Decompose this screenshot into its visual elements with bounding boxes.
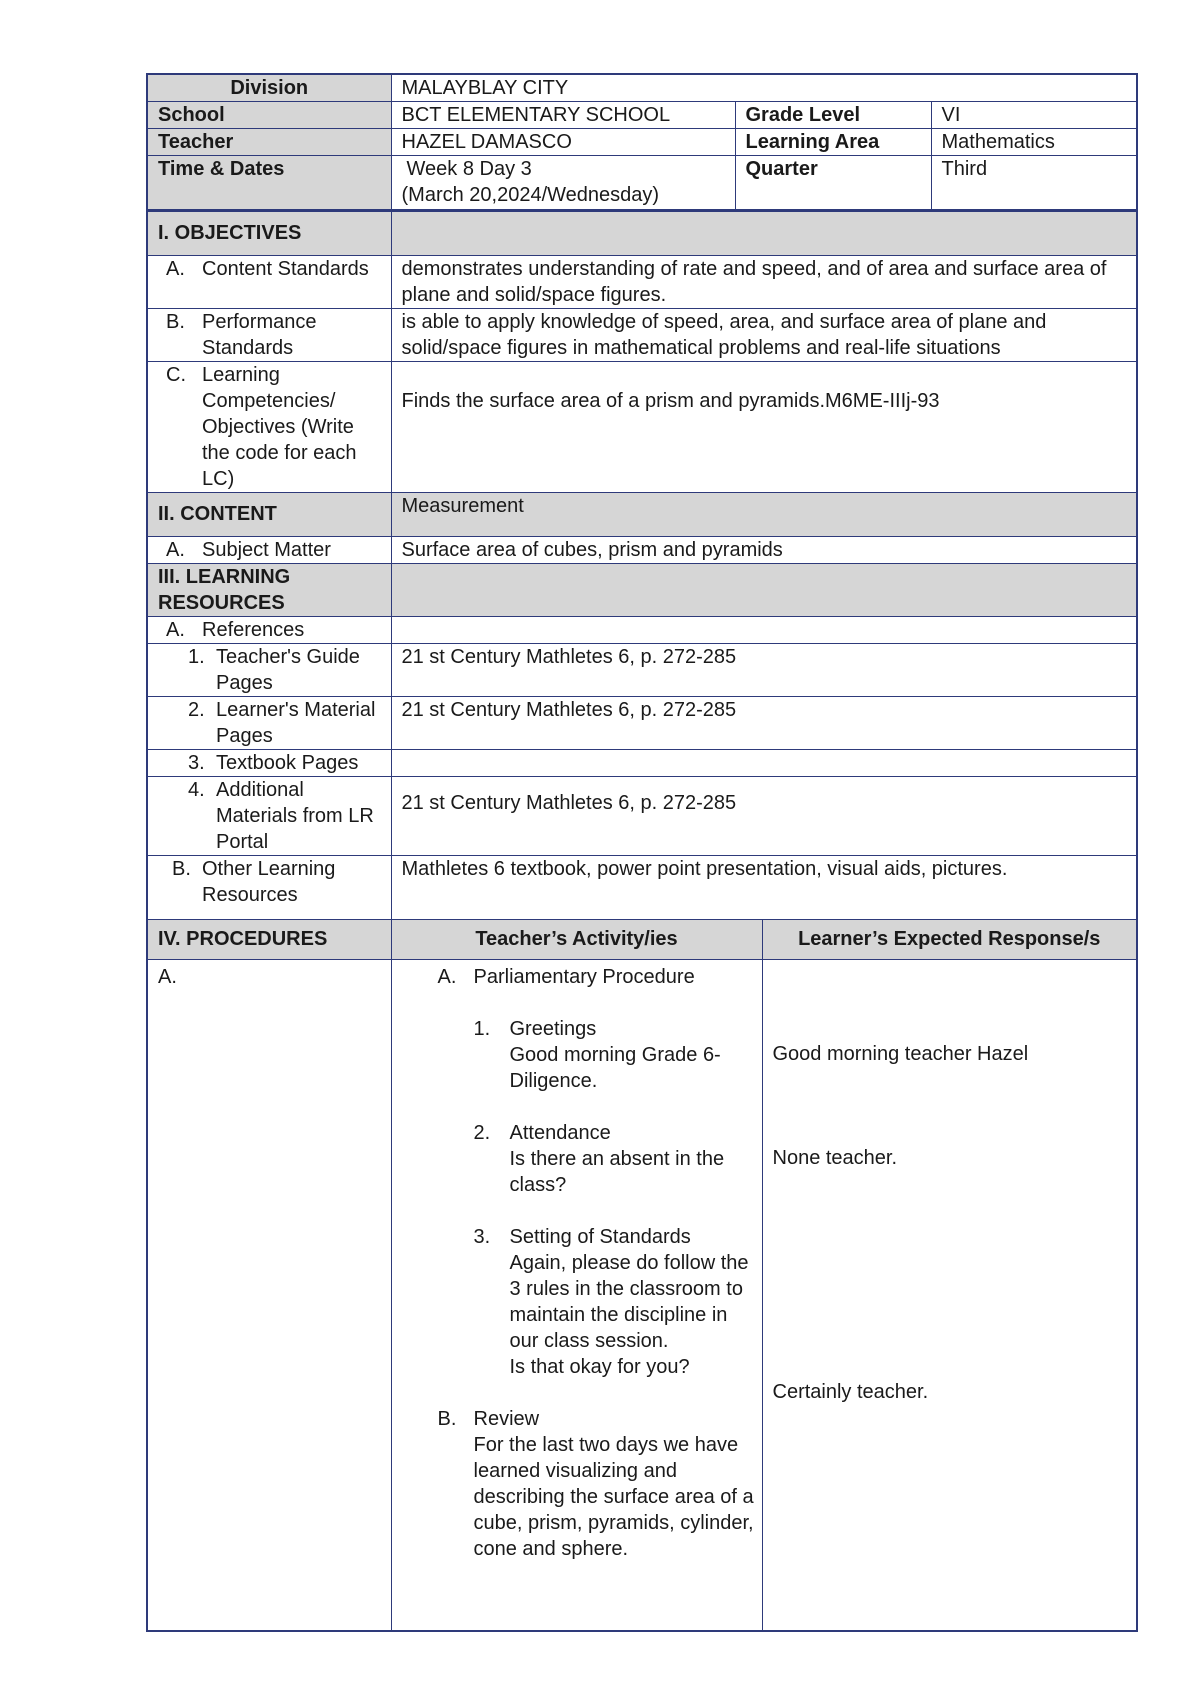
teachers-guide-value: 21 st Century Mathletes 6, p. 272-285	[391, 643, 1137, 696]
subject-matter-value: Surface area of cubes, prism and pyramids	[391, 536, 1137, 563]
additional-materials-value	[391, 776, 1137, 855]
time-dates-value	[391, 156, 735, 210]
grade-level-value: VI	[931, 102, 1137, 129]
learning-competencies-text: Finds the surface area of a prism and pyramids.M6ME-IIIj-93	[401, 389, 940, 412]
subject-matter-label-cell	[147, 536, 391, 563]
teachers-guide-marker: 1.	[188, 645, 205, 668]
textbook-pages-label-cell	[147, 749, 391, 776]
review-text: For the last two days we have learned visualizing and describing the surface area of a cube, prism, pyramids, cylinder, cone and sphere.	[473, 1433, 754, 1560]
school-value: BCT ELEMENTARY SCHOOL	[391, 102, 735, 129]
references-label-cell	[147, 616, 391, 643]
resources-heading	[147, 563, 391, 616]
greetings-text: Good morning Grade 6- Diligence.	[509, 1043, 721, 1092]
learners-material-value: 21 st Century Mathletes 6, p. 272-285	[391, 696, 1137, 749]
quarter-label: Quarter	[735, 156, 931, 210]
content-value: Measurement	[391, 492, 1137, 536]
references-label: References	[202, 618, 305, 641]
content-title: II. CONTENT	[158, 503, 277, 525]
subject-matter-label: Subject Matter	[202, 538, 331, 561]
standards-question: Is that okay for you?	[509, 1355, 690, 1378]
teacher-label: Teacher	[147, 129, 391, 156]
objectives-title: I. OBJECTIVES	[158, 222, 302, 244]
time-dates-label: Time & Dates	[147, 156, 391, 210]
greetings-response: Good morning teacher Hazel	[772, 1042, 1029, 1065]
resources-heading-blank	[391, 563, 1137, 616]
learning-area-label: Learning Area	[735, 129, 931, 156]
other-resources-value: Mathletes 6 textbook, power point presentation, visual aids, pictures.	[391, 855, 1137, 919]
standards-response: Certainly teacher.	[772, 1380, 929, 1403]
learners-material-label-cell	[147, 696, 391, 749]
subject-matter-marker: A.	[166, 538, 185, 561]
procedures-left-marker: A.	[158, 965, 177, 988]
header-table	[146, 73, 1138, 211]
resources-title: III. LEARNING RESOURCES	[158, 565, 291, 614]
learners-material-marker: 2.	[188, 698, 205, 721]
learner-response-cell	[762, 959, 1137, 1631]
textbook-pages-label: Textbook Pages	[216, 751, 359, 774]
procedures-heading: IV. PROCEDURES	[147, 919, 391, 959]
parliamentary-marker: A.	[437, 965, 457, 988]
review-marker: B.	[437, 1407, 457, 1430]
greetings-marker: 1.	[473, 1017, 491, 1040]
content-standards-label: Content Standards	[202, 257, 369, 280]
additional-materials-marker: 4.	[188, 778, 205, 801]
learning-competencies-marker: C.	[166, 363, 186, 386]
performance-standards-marker: B.	[166, 310, 185, 333]
additional-materials-label: Additional Materials from LR Portal	[216, 778, 374, 853]
content-standards-marker: A.	[166, 257, 185, 280]
learning-area-value: Mathematics	[931, 129, 1137, 156]
objectives-heading-blank	[391, 211, 1137, 255]
review-title: Review	[473, 1407, 540, 1430]
textbook-pages-marker: 3.	[188, 751, 205, 774]
performance-standards-value: is able to apply knowledge of speed, area, and surface area of plane and solid/space figures in mathematical problems and real-life situations	[391, 308, 1137, 361]
teachers-guide-label: Teacher's Guide Pages	[216, 645, 360, 694]
attendance-marker: 2.	[473, 1121, 491, 1144]
attendance-title: Attendance	[509, 1121, 611, 1144]
learning-competencies-value	[391, 361, 1137, 492]
attendance-response: None teacher.	[772, 1146, 898, 1169]
school-label: School	[147, 102, 391, 129]
procedures-left-cell	[147, 959, 391, 1631]
standards-text: Again, please do follow the 3 rules in the classroom to maintain the discipline in our class session.	[509, 1251, 749, 1352]
parliamentary-title: Parliamentary Procedure	[473, 965, 695, 988]
division-label: Division	[147, 74, 391, 102]
references-marker: A.	[166, 618, 185, 641]
learning-competencies-label: Learning Competencies/ Objectives (Write the code for each LC)	[202, 363, 357, 490]
learners-material-label: Learner's Material Pages	[216, 698, 376, 747]
lesson-plan	[146, 73, 1138, 1632]
other-resources-marker: B.	[172, 857, 191, 880]
learning-competencies-label-cell	[147, 361, 391, 492]
other-resources-label-cell	[147, 855, 391, 919]
content-standards-value: demonstrates understanding of rate and speed, and of area and surface area of plane and solid/space figures.	[391, 255, 1137, 308]
textbook-pages-value	[391, 749, 1137, 776]
objectives-heading	[147, 211, 391, 255]
lesson-body-table	[146, 211, 1138, 1633]
references-value	[391, 616, 1137, 643]
greetings-title: Greetings	[509, 1017, 597, 1040]
content-standards-label-cell	[147, 255, 391, 308]
time-line-2: (March 20,2024/Wednesday)	[401, 184, 660, 206]
content-heading	[147, 492, 391, 536]
attendance-text: Is there an absent in the class?	[509, 1147, 725, 1196]
time-line-1: Week 8 Day 3	[406, 158, 532, 180]
quarter-value: Third	[931, 156, 1137, 210]
teachers-guide-label-cell	[147, 643, 391, 696]
division-value: MALAYBLAY CITY	[391, 74, 1137, 102]
learner-response-heading: Learner’s Expected Response/s	[762, 919, 1137, 959]
standards-marker: 3.	[473, 1225, 491, 1248]
other-resources-label: Other Learning Resources	[202, 857, 336, 906]
grade-level-label: Grade Level	[735, 102, 931, 129]
teacher-activity-cell	[391, 959, 762, 1631]
performance-standards-label: Performance Standards	[202, 310, 317, 359]
performance-standards-label-cell	[147, 308, 391, 361]
teacher-value: HAZEL DAMASCO	[391, 129, 735, 156]
teacher-activity-heading: Teacher’s Activity/ies	[391, 919, 762, 959]
standards-title: Setting of Standards	[509, 1225, 691, 1248]
additional-materials-text: 21 st Century Mathletes 6, p. 272-285	[401, 791, 737, 814]
additional-materials-label-cell	[147, 776, 391, 855]
